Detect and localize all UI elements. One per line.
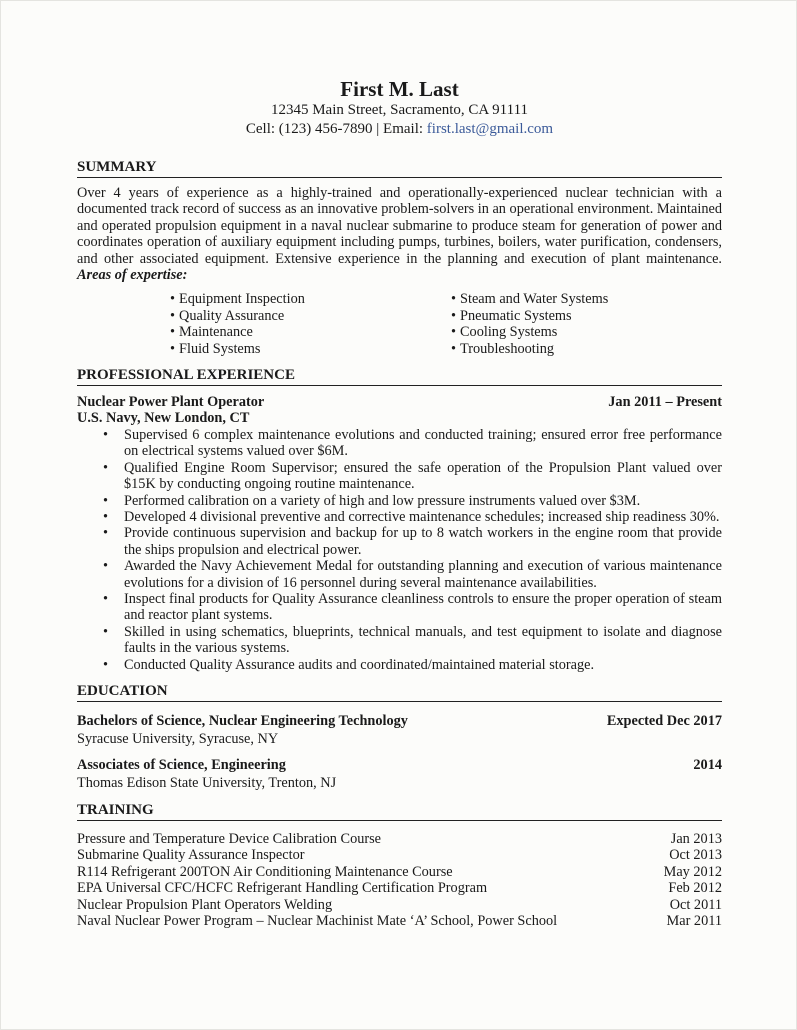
job-bullet: • Provide continuous supervision and backup for up to 8 watch workers in the engine room that provide the ships propulsion and electrical power.: [77, 525, 722, 558]
contact-line: [77, 120, 722, 139]
contact-phone: Cell: (123) 456-7890 | Email:: [245, 121, 427, 137]
summary-paragraph: [77, 185, 722, 283]
section-title-summary: SUMMARY: [77, 159, 722, 178]
training-course: Nuclear Propulsion Plant Operators Welding: [77, 896, 333, 913]
training-date: Oct 2011: [669, 896, 722, 913]
training-date: Jan 2013: [670, 830, 722, 847]
training-item: [77, 831, 722, 847]
degree-line: [77, 756, 722, 774]
job-title: Nuclear Power Plant Operator: [77, 394, 265, 411]
training-date: Mar 2011: [666, 913, 722, 929]
section-title-experience: PROFESSIONAL EXPERIENCE: [77, 367, 722, 386]
training-date: Feb 2012: [668, 880, 722, 897]
expertise-item: • Fluid Systems: [170, 341, 451, 357]
summary-text: Over 4 years of experience as a highly-trained and operationally-experienced nuclear technician with a documented track record of success as an innovative problem-solvers in an operational environment. Maintained and operated propulsion equipment in a naval nuclear submarine to produce steam for generation of power and coordinates operation of auxiliary equipment including pumps, turbines, boilers, water purification, condensers, and other associated equipment. Extensive experience in the planning and execution of plant maintenance.: [77, 185, 722, 267]
job-bullet: • Skilled in using schematics, blueprints, technical manuals, and test equipment to isolate and diagnose faults in the various systems.: [77, 624, 722, 657]
expertise-list: [77, 291, 722, 357]
training-course: EPA Universal CFC/HCFC Refrigerant Handling Certification Program: [77, 880, 488, 897]
section-title-training: TRAINING: [77, 802, 722, 821]
expertise-item: • Maintenance: [170, 324, 451, 340]
training-course: Naval Nuclear Power Program – Nuclear Machinist Mate ‘A’ School, Power School: [77, 913, 558, 929]
training-item: [77, 847, 722, 863]
expertise-item: • Troubleshooting: [451, 341, 608, 357]
job-dates: Jan 2011 – Present: [608, 394, 722, 411]
degree-name: Bachelors of Science, Nuclear Engineering Technology: [77, 712, 408, 729]
expertise-item: • Pneumatic Systems: [451, 308, 608, 324]
training-item: [77, 864, 722, 880]
expertise-item: • Steam and Water Systems: [451, 291, 608, 307]
education-entry: [77, 712, 722, 748]
education-entry: [77, 756, 722, 792]
expertise-item: • Cooling Systems: [451, 324, 608, 340]
job-bullet: • Conducted Quality Assurance audits and coordinated/maintained material storage.: [77, 657, 722, 673]
training-course: R114 Refrigerant 200TON Air Conditioning Maintenance Course: [77, 863, 453, 880]
training-list: [77, 831, 722, 929]
job-bullet: • Awarded the Navy Achievement Medal for outstanding planning and execution of various maintenance evolutions for a division of 16 personnel during several maintenance availabilities.: [77, 558, 722, 591]
expertise-label: Areas of expertise:: [77, 267, 188, 284]
expertise-item: • Quality Assurance: [170, 308, 451, 324]
job-bullet: • Inspect final products for Quality Assurance cleanliness controls to ensure the proper operation of steam and reactor plant systems.: [77, 591, 722, 624]
expertise-column-right: [451, 291, 608, 357]
job-bullets: [77, 427, 722, 673]
school-name: Thomas Edison State University, Trenton, NJ: [77, 774, 337, 791]
training-item: [77, 913, 722, 929]
degree-line: [77, 712, 722, 730]
job-bullet: • Performed calibration on a variety of high and low pressure instruments valued over $3M.: [77, 493, 722, 509]
job-bullet: • Qualified Engine Room Supervisor; ensured the safe operation of the Propulsion Plant valued over $15K by conducting ongoing routine maintenance.: [77, 460, 722, 493]
section-title-education: EDUCATION: [77, 683, 722, 702]
degree-date: Expected Dec 2017: [606, 712, 722, 729]
training-course: Submarine Quality Assurance Inspector: [77, 847, 305, 864]
training-date: Oct 2013: [669, 847, 722, 864]
employer-line: [77, 410, 722, 426]
employer: U.S. Navy, New London, CT: [77, 410, 250, 427]
job-bullet: • Supervised 6 complex maintenance evolutions and conducted training; ensured error free performance on electrical systems valued over $6M.: [77, 427, 722, 460]
training-course: Pressure and Temperature Device Calibration Course: [77, 830, 382, 847]
degree-date: 2014: [693, 756, 722, 773]
email-link[interactable]: first.last@gmail.com: [426, 121, 554, 137]
school-name: Syracuse University, Syracuse, NY: [77, 730, 279, 747]
candidate-name: First M. Last: [340, 77, 459, 101]
training-item: [77, 897, 722, 913]
degree-name: Associates of Science, Engineering: [77, 756, 286, 773]
training-date: May 2012: [663, 863, 722, 880]
training-item: [77, 880, 722, 896]
expertise-item: • Equipment Inspection: [170, 291, 451, 307]
resume-content: [77, 1, 722, 929]
job-bullet: • Developed 4 divisional preventive and corrective maintenance schedules; increased ship readiness 30%.: [77, 509, 722, 525]
expertise-column-left: [170, 291, 451, 357]
street-address: 12345 Main Street, Sacramento, CA 91111: [270, 102, 529, 118]
job-header: [77, 394, 722, 410]
